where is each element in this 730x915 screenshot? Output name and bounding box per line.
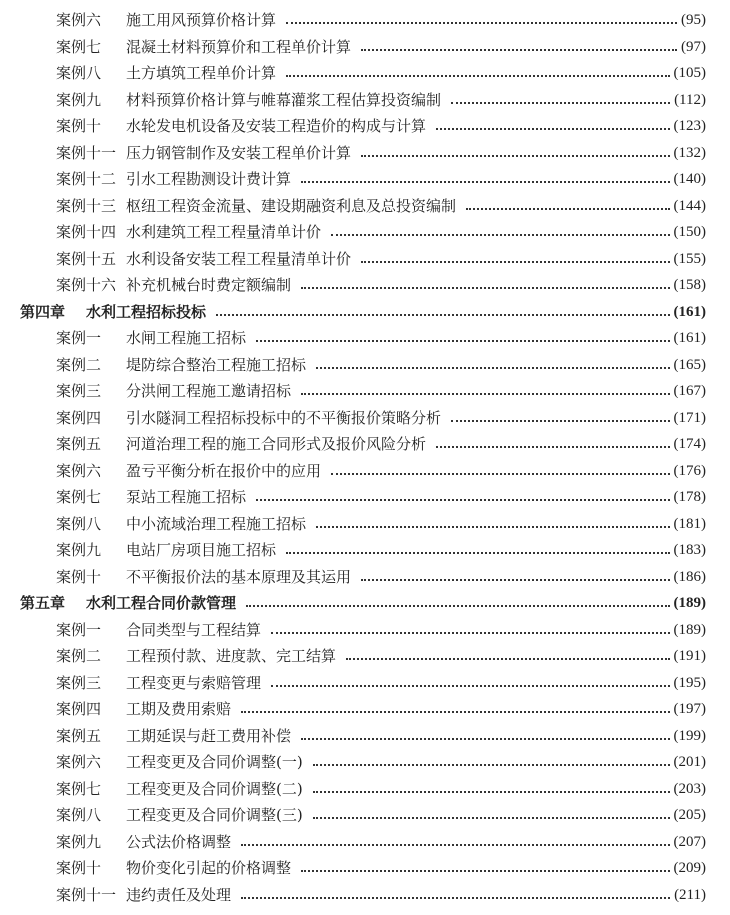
entry-title: 工期及费用索赔 bbox=[126, 700, 232, 718]
entry-title: 堤防综合整治工程施工招标 bbox=[126, 355, 307, 374]
entry-title: 工程变更与索赔管理 bbox=[126, 673, 262, 692]
toc-case-row bbox=[0, 670, 730, 696]
dot-leader bbox=[436, 128, 669, 130]
page-number: (207) bbox=[673, 833, 706, 850]
page-number: (171) bbox=[673, 409, 706, 426]
toc-chapter-row bbox=[0, 590, 730, 616]
toc-case-row bbox=[0, 246, 730, 272]
page-number: (112) bbox=[674, 91, 706, 108]
entry-number: 案例二 bbox=[56, 647, 102, 665]
entry-title: 引水工程勘测设计费计算 bbox=[126, 170, 292, 188]
dot-leader bbox=[241, 897, 670, 899]
page-number: (132) bbox=[673, 144, 706, 161]
entry-number: 案例十二 bbox=[56, 170, 117, 188]
entry-title: 混凝土材料预算价和工程单价计算 bbox=[126, 37, 352, 56]
entry-number: 案例八 bbox=[56, 64, 102, 82]
entry-number: 案例八 bbox=[56, 806, 102, 824]
entry-title: 水利工程招标投标 bbox=[86, 302, 207, 321]
entry-title: 水利建筑工程工程量清单计价 bbox=[126, 223, 322, 241]
entry-number: 案例七 bbox=[56, 779, 102, 798]
page-number: (211) bbox=[674, 886, 706, 903]
entry-number: 案例十五 bbox=[56, 249, 117, 268]
page-number: (97) bbox=[681, 38, 706, 55]
entry-number: 案例二 bbox=[56, 355, 102, 374]
dot-leader bbox=[361, 579, 669, 581]
entry-title: 工程预付款、进度款、完工结算 bbox=[126, 647, 337, 665]
toc-case-row bbox=[0, 7, 730, 33]
page-number: (105) bbox=[673, 65, 706, 81]
dot-leader bbox=[331, 234, 669, 236]
entry-number: 案例十一 bbox=[56, 143, 117, 162]
entry-title: 工程变更及合同价调整(二) bbox=[126, 779, 303, 798]
dot-leader bbox=[316, 526, 669, 528]
toc-case-row bbox=[0, 166, 730, 192]
entry-title: 补充机械台时费定额编制 bbox=[126, 276, 292, 294]
page-number: (197) bbox=[673, 701, 706, 717]
entry-title: 工程变更及合同价调整(三) bbox=[126, 806, 303, 824]
toc-case-row bbox=[0, 458, 730, 484]
toc-case-row bbox=[0, 511, 730, 537]
dot-leader bbox=[466, 208, 669, 210]
toc-case-row bbox=[0, 723, 730, 749]
entry-number: 案例十 bbox=[56, 117, 102, 135]
toc-case-row bbox=[0, 617, 730, 643]
toc-case-row bbox=[0, 60, 730, 86]
dot-leader bbox=[316, 367, 669, 369]
entry-number: 案例五 bbox=[56, 726, 102, 745]
entry-title: 分洪闸工程施工邀请招标 bbox=[126, 382, 292, 400]
page-number: (155) bbox=[673, 250, 706, 267]
toc-case-row bbox=[0, 272, 730, 298]
dot-leader bbox=[451, 420, 669, 422]
page-number: (150) bbox=[673, 224, 706, 240]
entry-number: 案例十三 bbox=[56, 196, 117, 215]
entry-number: 案例十四 bbox=[56, 223, 117, 241]
entry-number: 案例七 bbox=[56, 37, 102, 56]
entry-title: 枢纽工程资金流量、建设期融资利息及总投资编制 bbox=[126, 196, 457, 215]
entry-title: 材料预算价格计算与帷幕灌浆工程估算投资编制 bbox=[126, 90, 442, 109]
dot-leader bbox=[313, 791, 670, 793]
dot-leader bbox=[241, 844, 669, 846]
page-number: (165) bbox=[673, 356, 706, 373]
entry-title: 物价变化引起的价格调整 bbox=[126, 859, 292, 877]
entry-number: 案例四 bbox=[56, 408, 102, 427]
entry-title: 河道治理工程的施工合同形式及报价风险分析 bbox=[126, 435, 427, 453]
dot-leader bbox=[346, 658, 669, 660]
toc-case-row bbox=[0, 484, 730, 510]
entry-title: 违约责任及处理 bbox=[126, 885, 232, 904]
dot-leader bbox=[271, 685, 669, 687]
page-number: (95) bbox=[681, 12, 706, 28]
entry-number: 案例十 bbox=[56, 859, 102, 877]
toc-case-row bbox=[0, 405, 730, 431]
entry-number: 案例六 bbox=[56, 11, 102, 29]
page-number: (203) bbox=[673, 780, 706, 797]
entry-title: 施工用风预算价格计算 bbox=[126, 11, 277, 29]
toc-case-row bbox=[0, 193, 730, 219]
entry-number: 案例九 bbox=[56, 832, 102, 851]
entry-title: 合同类型与工程结算 bbox=[126, 620, 262, 639]
entry-number: 案例十六 bbox=[56, 276, 117, 294]
toc-case-row bbox=[0, 431, 730, 457]
toc-case-row bbox=[0, 113, 730, 139]
toc-case-row bbox=[0, 802, 730, 828]
entry-title: 水利设备安装工程工程量清单计价 bbox=[126, 249, 352, 268]
toc-case-row bbox=[0, 140, 730, 166]
entry-title: 引水隧洞工程招标投标中的不平衡报价策略分析 bbox=[126, 408, 442, 427]
page-number: (183) bbox=[673, 542, 706, 558]
entry-number: 案例六 bbox=[56, 461, 102, 480]
entry-number: 案例九 bbox=[56, 90, 102, 109]
toc-chapter-row bbox=[0, 299, 730, 325]
entry-title: 土方填筑工程单价计算 bbox=[126, 64, 277, 82]
page-number: (158) bbox=[673, 277, 706, 293]
entry-title: 公式法价格调整 bbox=[126, 832, 232, 851]
page-number: (205) bbox=[673, 807, 706, 823]
entry-title: 不平衡报价法的基本原理及其运用 bbox=[126, 567, 352, 586]
dot-leader bbox=[451, 102, 670, 104]
entry-title: 压力钢管制作及安装工程单价计算 bbox=[126, 143, 352, 162]
dot-leader bbox=[301, 738, 669, 740]
dot-leader bbox=[286, 22, 677, 24]
page-number: (140) bbox=[673, 171, 706, 187]
toc-case-row bbox=[0, 776, 730, 802]
entry-number: 案例十一 bbox=[56, 885, 117, 904]
dot-leader bbox=[286, 552, 669, 554]
toc-case-row bbox=[0, 219, 730, 245]
entry-title: 工程变更及合同价调整(一) bbox=[126, 753, 303, 771]
page-number: (191) bbox=[673, 648, 706, 664]
dot-leader bbox=[301, 393, 669, 395]
dot-leader bbox=[361, 261, 669, 263]
entry-number: 案例一 bbox=[56, 329, 102, 347]
dot-leader bbox=[436, 446, 669, 448]
page-number: (176) bbox=[673, 462, 706, 479]
toc-case-row bbox=[0, 352, 730, 378]
dot-leader bbox=[271, 632, 669, 634]
page-number: (178) bbox=[673, 489, 706, 505]
page-number: (174) bbox=[673, 436, 706, 452]
entry-title: 工期延误与赶工费用补偿 bbox=[126, 726, 292, 745]
entry-number: 案例十 bbox=[56, 567, 102, 586]
toc-case-row bbox=[0, 855, 730, 881]
toc-case-row bbox=[0, 882, 730, 908]
page-number: (181) bbox=[673, 515, 706, 532]
dot-leader bbox=[361, 155, 669, 157]
entry-number: 案例八 bbox=[56, 514, 102, 533]
entry-title: 水轮发电机设备及安装工程造价的构成与计算 bbox=[126, 117, 427, 135]
page-number: (161) bbox=[673, 330, 706, 346]
dot-leader bbox=[286, 75, 669, 77]
entry-title: 电站厂房项目施工招标 bbox=[126, 541, 277, 559]
dot-leader bbox=[246, 605, 669, 607]
dot-leader bbox=[313, 764, 670, 766]
toc-case-row bbox=[0, 749, 730, 775]
entry-title: 泵站工程施工招标 bbox=[126, 488, 247, 506]
entry-number: 案例四 bbox=[56, 700, 102, 718]
toc-case-row bbox=[0, 564, 730, 590]
page-number: (195) bbox=[673, 674, 706, 691]
entry-number: 案例三 bbox=[56, 673, 102, 692]
dot-leader bbox=[216, 314, 669, 316]
dot-leader bbox=[301, 181, 669, 183]
page-number: (167) bbox=[673, 383, 706, 399]
dot-leader bbox=[331, 473, 669, 475]
entry-number: 案例五 bbox=[56, 435, 102, 453]
entry-number: 案例一 bbox=[56, 620, 102, 639]
toc-case-row bbox=[0, 87, 730, 113]
toc-case-row bbox=[0, 829, 730, 855]
toc-case-row bbox=[0, 537, 730, 563]
toc-case-row bbox=[0, 696, 730, 722]
page-number: (144) bbox=[673, 197, 706, 214]
entry-number: 第四章 bbox=[20, 302, 66, 321]
entry-title: 盈亏平衡分析在报价中的应用 bbox=[126, 461, 322, 480]
dot-leader bbox=[301, 870, 669, 872]
entry-number: 案例三 bbox=[56, 382, 102, 400]
dot-leader bbox=[256, 499, 669, 501]
page-number: (161) bbox=[673, 303, 706, 320]
page-number: (199) bbox=[673, 727, 706, 744]
entry-number: 第五章 bbox=[20, 594, 66, 612]
entry-number: 案例六 bbox=[56, 753, 102, 771]
entry-number: 案例七 bbox=[56, 488, 102, 506]
toc-case-row bbox=[0, 378, 730, 404]
dot-leader bbox=[313, 817, 670, 819]
page-number: (209) bbox=[673, 860, 706, 876]
dot-leader bbox=[361, 49, 677, 51]
entry-title: 中小流域治理工程施工招标 bbox=[126, 514, 307, 533]
dot-leader bbox=[301, 287, 669, 289]
dot-leader bbox=[241, 711, 669, 713]
page-number: (201) bbox=[673, 754, 706, 770]
entry-number: 案例九 bbox=[56, 541, 102, 559]
page-number: (186) bbox=[673, 568, 706, 585]
toc-case-row bbox=[0, 643, 730, 669]
entry-title: 水闸工程施工招标 bbox=[126, 329, 247, 347]
toc-case-row bbox=[0, 325, 730, 351]
toc-case-row bbox=[0, 34, 730, 60]
entry-title: 水利工程合同价款管理 bbox=[86, 594, 237, 612]
dot-leader bbox=[256, 340, 669, 342]
page-number: (189) bbox=[673, 621, 706, 638]
page-number: (123) bbox=[673, 118, 706, 134]
page-number: (189) bbox=[673, 595, 706, 611]
